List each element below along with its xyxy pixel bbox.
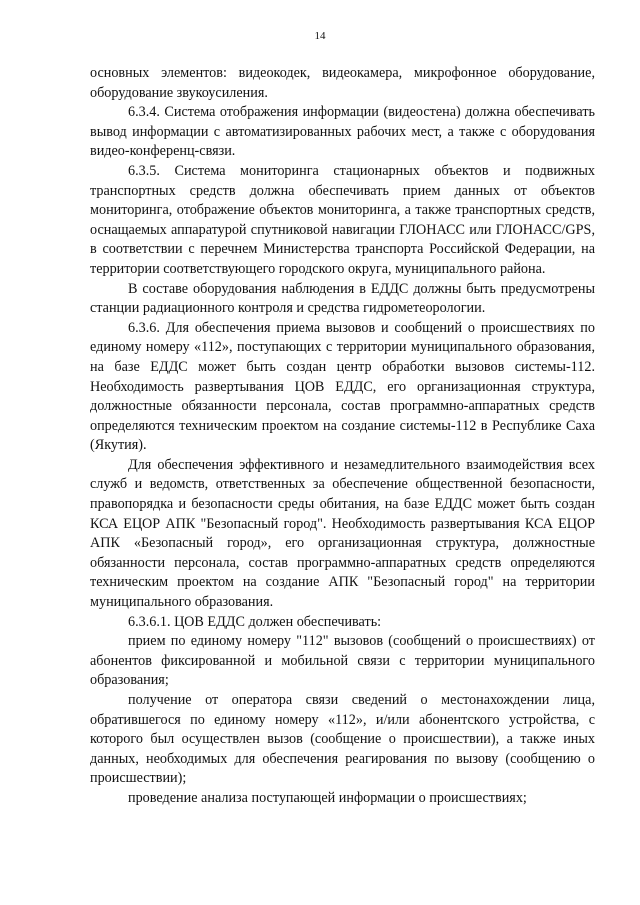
list-item-call-reception: прием по единому номеру "112" вызовов (сообщений о происшествиях) от абонентов фиксированной и мобильной связи с территории муниципального образования; bbox=[90, 633, 595, 689]
document-body bbox=[90, 64, 595, 809]
paragraph-6-3-5: 6.3.5. Система мониторинга стационарных объектов и подвижных транспортных средств должна обеспечивать прием данных от объектов мониторинга, отображение объектов мониторинга, а также транспортных средств, оснащаемых аппаратурой спутниковой навигации ГЛОНАСС или ГЛОНАСС/GPS, в соответствии с перечнем Министерства транспорта Российской Федерации, на территории соответствующего городского округа, муниципального района. bbox=[90, 162, 595, 277]
paragraph-continuation: основных элементов: видеокодек, видеокамера, микрофонное оборудование, оборудование звукоусиления. bbox=[90, 65, 595, 101]
list-item-location-data: получение от оператора связи сведений о местонахождении лица, обратившегося по единому номеру «112», и/или абонентского устройства, с которого был осуществлен вызов (сообщение о происшествии), а также иных данных, необходимых для обеспечения реагирования по вызову (сообщению о происшествии); bbox=[90, 692, 595, 787]
paragraph-safe-city: Для обеспечения эффективного и незамедлительного взаимодействия всех служб и ведомств, ответственных за обеспечение общественной безопасности, правопорядка и безопасности среды обитания, на базе ЕДДС может быть создан КСА ЕЦОР АПК "Безопасный город". Необходимость развертывания КСА ЕЦОР АПК «Безопасный город», его организационная структура, должностные обязанности персонала, состав программно-аппаратных средств определяются техническим проектом на создание АПК "Безопасный город" на территории муниципального образования. bbox=[90, 456, 595, 611]
list-item-analysis: проведение анализа поступающей информации о происшествиях; bbox=[128, 789, 527, 806]
page-number: 14 bbox=[314, 30, 326, 42]
paragraph-6-3-6: 6.3.6. Для обеспечения приема вызовов и сообщений о происшествиях по единому номеру «112», поступающих с территории муниципального образования, на базе ЕДДС может быть создан центр обработки вызовов системы-112. Необходимость развертывания ЦОВ ЕДДС, его организационная структура, должностные обязанности персонала, состав программно-аппаратных средств определяются техническим проектом на создание системы-112 в Республике Саха (Якутия). bbox=[90, 319, 595, 454]
paragraph-observation-equipment: В составе оборудования наблюдения в ЕДДС должны быть предусмотрены станции радиационного контроля и средства гидрометеорологии. bbox=[90, 280, 595, 317]
paragraph-6-3-4: 6.3.4. Система отображения информации (видеостена) должна обеспечивать вывод информации с автоматизированных рабочих мест, а также с оборудования видео-конференц-связи. bbox=[90, 104, 595, 160]
paragraph-6-3-6-1: 6.3.6.1. ЦОВ ЕДДС должен обеспечивать: bbox=[128, 613, 382, 630]
